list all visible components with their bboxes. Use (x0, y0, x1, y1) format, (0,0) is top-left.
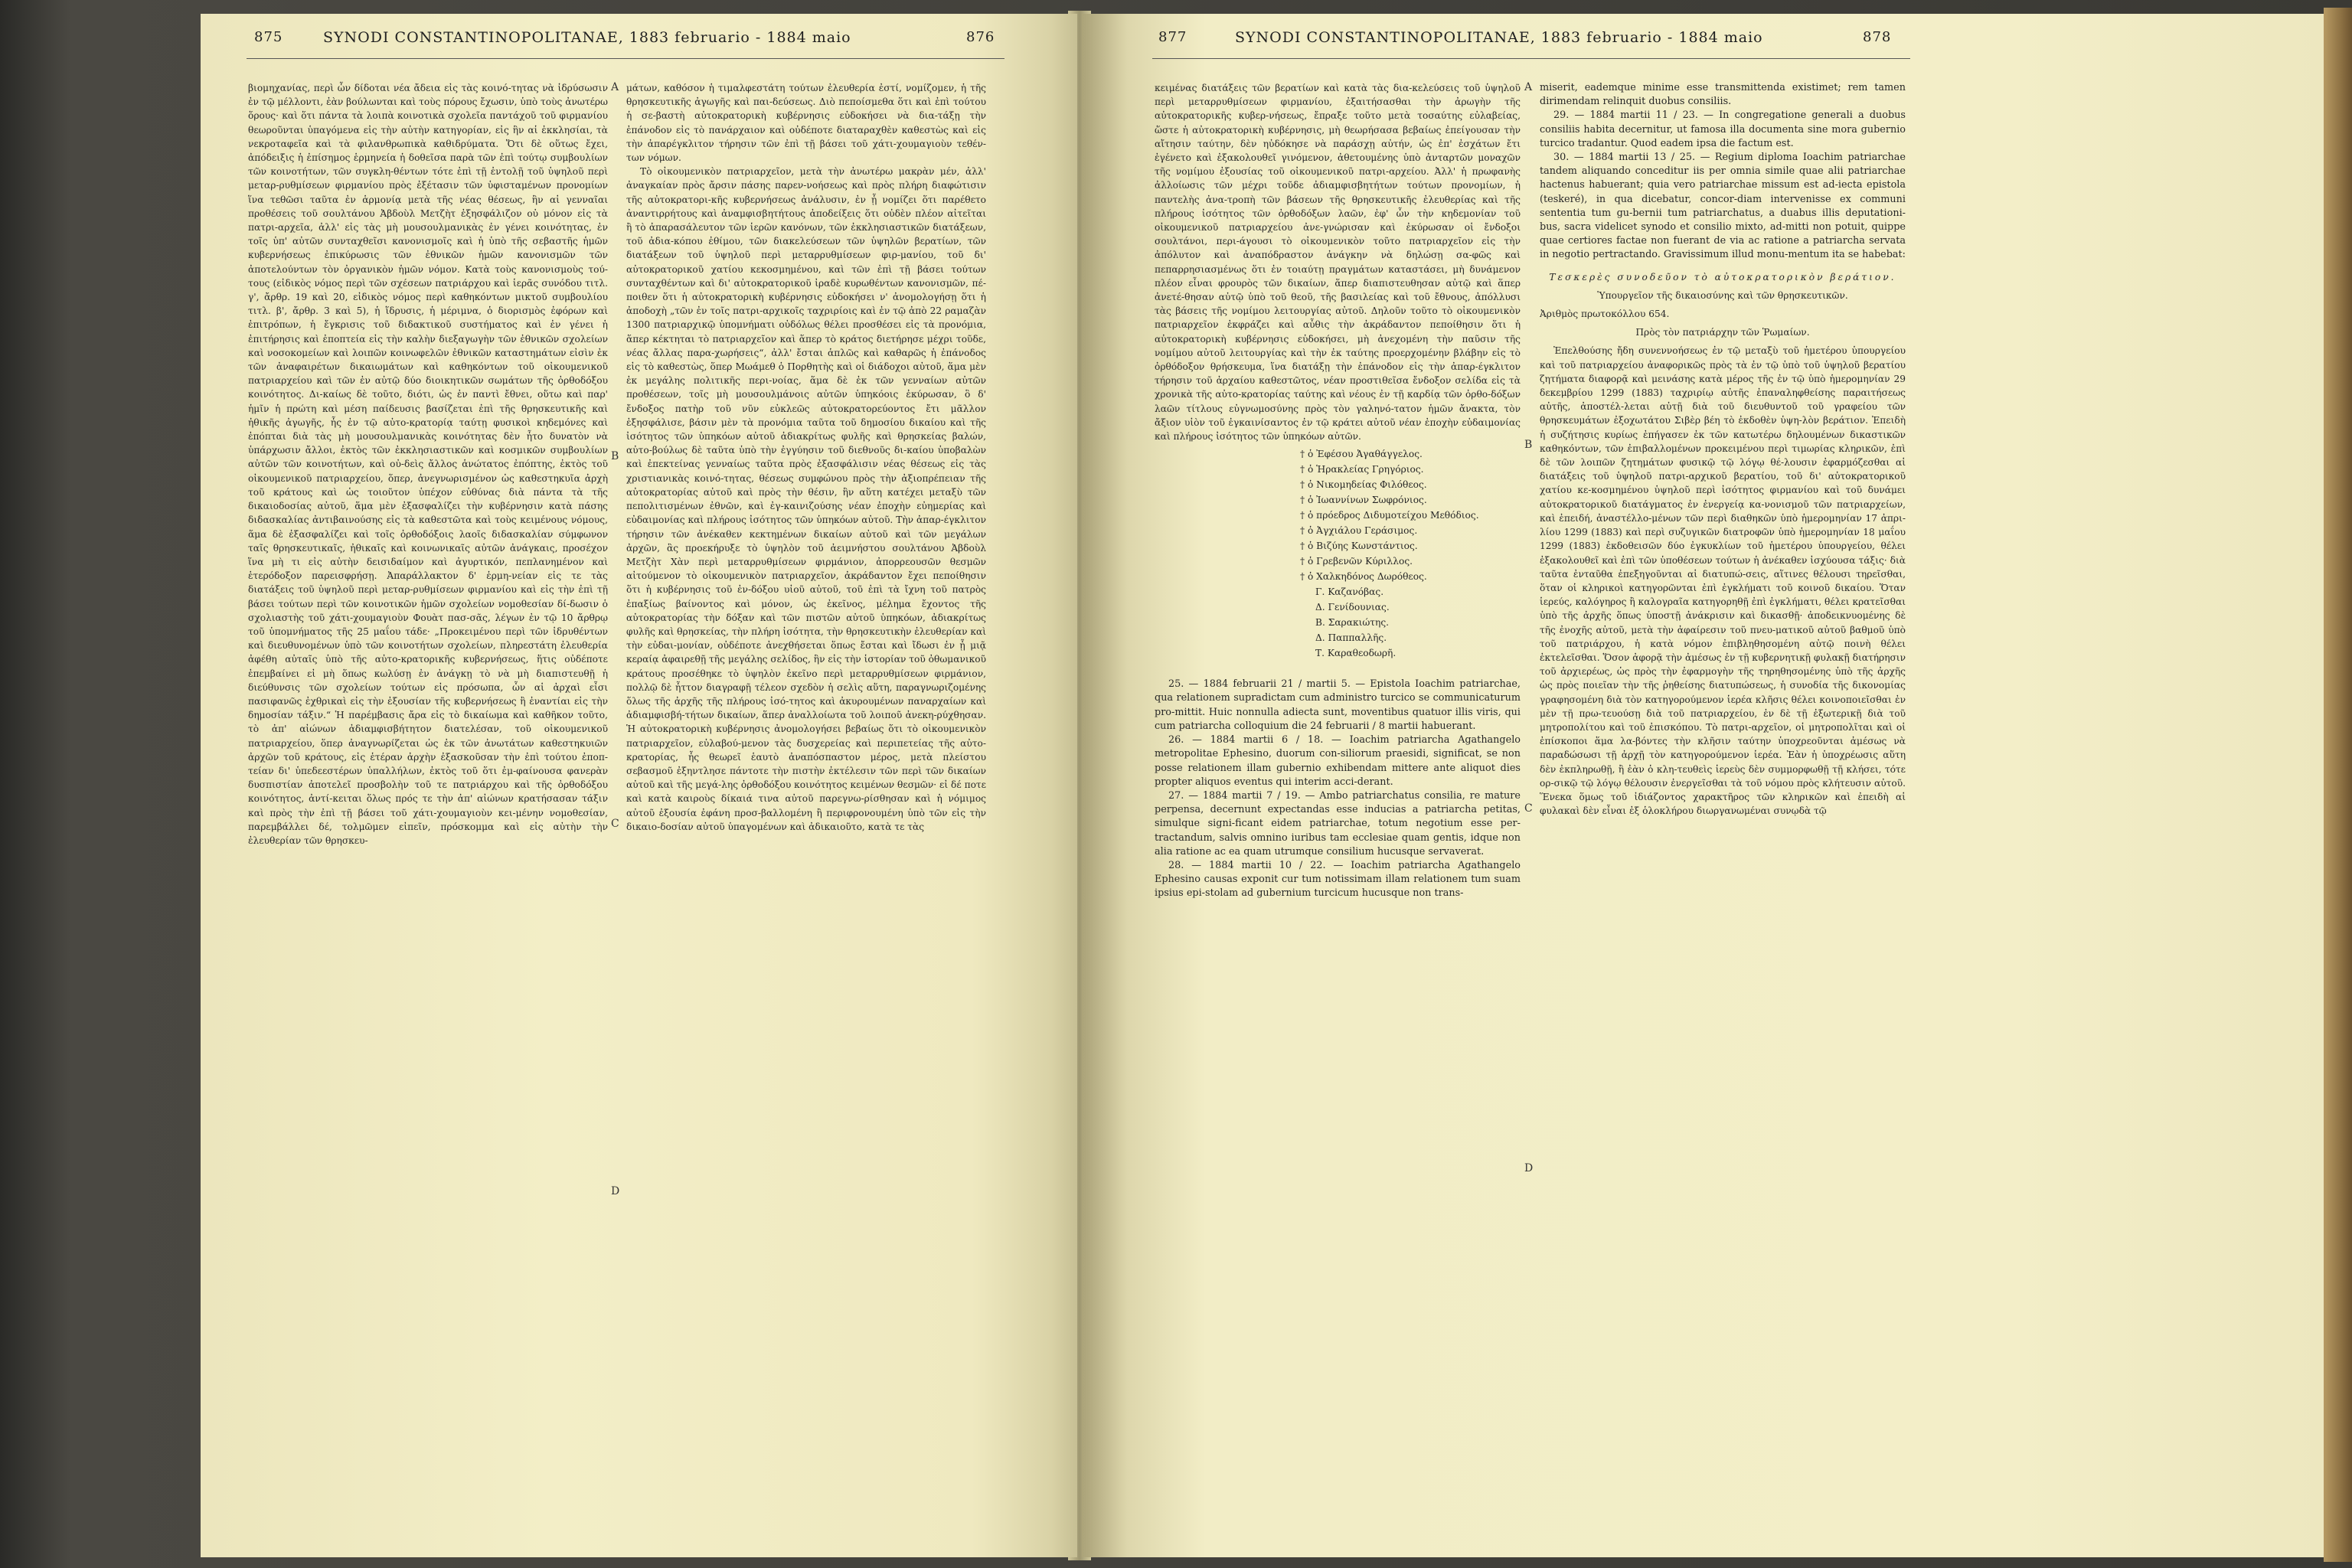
right-page-column-b (1540, 81, 1906, 1536)
ministry-line: Ὑπουργεῖον τῆς δικαιοσύνης καὶ τῶν θρησκευτικῶν. (1597, 289, 1848, 301)
signature-lay-1: Γ. Καζανόβας. (1315, 586, 1384, 598)
page-number-878: 878 (1863, 29, 1892, 45)
page-number-877: 877 (1158, 29, 1187, 45)
gutter-shadow (1082, 14, 1128, 1557)
signature-didymoteichon: † ὁ πρόεδρος Διδυμοτείχου Μεθόδιος. (1300, 510, 1479, 521)
signature-chalcedon: † ὁ Χαλκηδόνος Δωρόθεος. (1300, 571, 1427, 583)
signature-lay-5: Τ. Καραθεοδωρῆ. (1315, 648, 1396, 659)
marginal-letter-b: B (1524, 439, 1533, 451)
summary-29: 29. — 1884 martii 11 / 23. — In congregatione generali a duobus consiliis habita decernitur, ut famosa illa documenta sine mora gubernio turcico tradantur. Quod eadem ipsa die factum est. (1540, 109, 1906, 149)
column-text-2: Τὸ οἰκουμενικὸν πατριαρχεῖον, μετὰ τὴν ἀνωτέρω μακρὰν μέν, ἀλλ' ἀναγκαίαν πρὸς ἄρσιν πάσης παρεν-νοήσεως καὶ πρὸς πλήρη διαφώτισιν τῆς αὐτοκρατορι-κῆς κυβερνήσεως ἀνάλυσιν, ἐν ᾗ νομίζει ὅτι παρέθετο ἀναντιρρήτους καὶ ἀναμφισβητήτους ἀποδείξεις ὅτι οὐδὲν πλέον αἰτεῖται ἢ τὸ ἀπαρασάλευτον τῶν ἱερῶν κανόνων, τῶν ἐκκλησιαστικῶν διατάξεων, τοῦ ἀδια-κόπου ἐθίμου, τῶν διακελεύσεων τῶν ὑψηλῶν βερατίων, τῶν διατάξεων τοῦ ὑψηλοῦ περὶ μεταρρυθμίσεων φιρ-μανίου, τοῦ δι' αὐτοκρατορικοῦ χατίου κεκοσμημένου, καὶ τῶν ἐπὶ τῇ βάσει τούτων συνταχθέντων καὶ δι' αὐτοκρατορικοῦ ἰραδὲ κυρωθέντων κανονισμῶν, πέ-ποιθεν ὅτι ἡ αὐτοκρατορικὴ κυβέρνησις εὐδοκήσει ν' ἀνομολογήσῃ ὅτι ἡ ἀποδοχὴ „τῶν ἐν τοῖς πατρι-αρχικοῖς ταχριρίοις καὶ ἐν τῷ ἀπὸ 22 ραμαζὰν 1300 πατριαρχικῷ ὑπομνήματι οὐδόλως θέλει προσθέσει εἰς τὰ προνόμια, ἅπερ κέκτηται τὸ πατριαρχεῖον καὶ ἅπερ τὸ κράτος διετήρησε μέχρι τοῦδε, νέας ἄλλας παρα-χωρήσεις“, ἀλλ' ἔσται ἁπλῶς καὶ καθαρῶς ἡ ἐπάνοδος εἰς τὸ καθεστὼς, ὅπερ Μωάμεθ ὁ Πορθητὴς καὶ οἱ διάδοχοι αὐτοῦ, ἅμα μὲν ἐκ μεγάλης πολιτικῆς περι-νοίας, ἅμα δὲ ἐκ τῶν γενναίων αὐτῶν προθέσεων, τοῖς μὴ μουσουλμάνοις αὐτῶν ὑπηκόοις ἐκύρωσαν, ὃ δ' ἔνδοξος πατὴρ τοῦ νῦν εὐκλεῶς αὐτοκρατορεύοντος ἔτι μᾶλλον ἐξησφάλισε, βάσιν μὲν τὰ προνόμια ταῦτα τοῦ δημοσίου δικαίου καὶ τῆς ἰσότητος τῶν ὑπηκόων αὐτοῦ ἀδιακρίτως φυλῆς καὶ θρησκείας βαλών, αὐτο-βούλως δὲ ταῦτα ὑπὸ τὴν ἐγγύησιν τοῦ διεθνοῦς δι-καίου ὑποβαλὼν καὶ ἐπεκτείνας γενναίως ταῦτα πρὸς ἐξασφάλισιν νέας θέσεως εἰς τὰς χριστιανικὰς κοινό-τητας, θέσεως συμφώνου πρὸς τὴν ἀξιοπρέπειαν τῆς αὐτοκρατορίας αὐτοῦ καὶ πρὸς τὴν θέσιν, ἣν αὕτη κατέχει μεταξὺ τῶν πεπολιτισμένων ἐθνῶν, καὶ ἐγ-καινιζούσης νέαν ἐποχὴν εὐημερίας καὶ εὐδαιμονίας καὶ πλήρους ἰσότητος τῶν ὑπηκόων αὐτοῦ. Τὴν ἀπαρ-έγκλιτον τήρησιν τῶν ἀνέκαθεν κεκτημένων δικαίων αὐτοῦ καὶ τῶν μεγάλων ἀρχῶν, ἃς προεκήρυξε τὸ ὑψηλὸν τοῦ ἀειμνήστου σουλτάνου Ἀβδοὺλ Μετζὴτ Χὰν περὶ μεταρρυθμίσεων φιρμάνιον, ἀπορρεουσῶν θεσμῶν αἰτούμενον τὸ οἰκουμενικὸν πατριαρχεῖον, ἀκράδαντον ἔχει πεποίθησιν ὅτι ἡ κυβέρνησις τοῦ ἐν-δόξου υἱοῦ αὐτοῦ, τοῦ ἐπὶ τὰ ἴχνη τοῦ πατρὸς ἐπαξίως βαίνοντος καὶ μόνον, ὡς ἐκεῖνος, μέλημα ἔχοντος τῆς αὐτοκρατορίας τὴν δόξαν καὶ τῶν πιστῶν αὐτοῦ ὑπηκόων, ἀδιακρίτως φυλῆς καὶ θρησκείας, τὴν πλήρη ἰσότητα, τὴν θρησκευτικὴν ἐλευθερίαν καὶ τὴν εὐδαι-μονίαν, οὐδέποτε ἀνεχθήσεται ὅπως ἔσται καὶ ἴδωσι ἐν ᾗ μιᾷ κεραίᾳ ἀφαιρεθῇ τῆς μεγάλης σελίδος, ἣν εἰς τὴν ἱστορίαν τοῦ ὀθωμανικοῦ κράτους προσέθηκε τὸ ὑψηλὸν ἐκεῖνο περὶ μεταρρυθμίσεων φιρμάνιον, πολλῷ δὲ ἧττον διαγραφῇ τέλεον σχεδὸν ἡ σελὶς αὕτη, παραγνωριζομένης ὅλως τῆς ἀρχῆς τῆς πλήρους ἰσό-τητος καὶ ἀκυρουμένων παναρχαίων καὶ ἀδιαμφισβή-τήτων δικαίων, ἅπερ ἀναλλοίωτα τοῦ λοιποῦ ἀνεκη-ρύχθησαν. Ἡ αὐτοκρατορικὴ κυβέρνησις ἀνομολογήσει βεβαίως ὅτι τὸ οἰκουμενικὸν πατριαρχεῖον, εὐλαβού-μενον τὰς δυσχερείας καὶ περιπετείας τῆς αὐτο-κρατορίας, ἧς θεωρεῖ ἑαυτὸ ἀναπόσπαστον μέρος, μετὰ πλείστου σεβασμοῦ ἐξηντλησε πάντοτε τὴν πιστὴν ἐκτέλεσιν τῶν περὶ τῶν δικαίων αὐτοῦ καὶ τῆς μεγά-λης ὀρθοδόξου κοινότητος κειμένων θεσμῶν· εἰ δέ ποτε καὶ κατὰ καιροὺς δίκαιά τινα αὐτοῦ παρεγνω-ρίσθησαν καὶ ἡ νόμιμος αὐτοῦ ἐξουσία ἐφάνη προσ-βαλλομένη ἢ περιφρονουμένη ὑπὸ τῶν εἰς τὴν δικαιο-δοσίαν αὐτοῦ ὑπαγομένων καὶ ἀδικαιοῦτο, κατὰ τε τὰς (626, 166, 986, 832)
signature-grevena: † ὁ Γρεβενῶν Κύριλλος. (1300, 556, 1413, 567)
right-page (1082, 14, 2324, 1557)
right-page-column-a (1155, 81, 1521, 1536)
page-number-876: 876 (966, 29, 995, 45)
relation-text: κειμένας διατάξεις τῶν βερατίων καὶ κατὰ τὰς δια-κελεύσεις τοῦ ὑψηλοῦ περὶ μεταρρυθμίσεων φιρμανίου, ἐξαιτήσασθαι τὴν ἀρωγὴν τῆς αὐτοκρατορικῆς κυβερ-νήσεως, ἔπραξε τοῦτο μετὰ τοσαύτης εὐλαβείας, ὥστε ἡ αὐτοκρατορικὴ κυβέρνησις, μὴ θεωρήσασα βεβαίως ἐπείγουσαν τὴν αἴτησιν ταύτην, δὲν ηὐδόκησε νὰ παράσχῃ αὐτήν, ὡς ἐπ' ἐσχάτων ἔτι ἐγένετο καὶ ἐξακολουθεῖ γινόμενον, ἀθετουμένης ὑπὸ ἀνταρτῶν μοναχῶν τῆς νομίμου ἐξουσίας τοῦ οἰκουμενικοῦ πατρι-αρχείου. Ἀλλ' ἡ πρωφανὴς ἀλλοίωσις τῶν μέχρι τοῦδε ἀδιαμφισβητήτων τούτων προνομίων, ἡ παντελὴς ἀνα-τροπὴ τῶν βάσεων τῆς θρησκευτικῆς ἐλευθερίας καὶ τῆς πλήρους ἰσότητος τῶν ὀρθοδόξων λαῶν, ἐφ' ὧν τὴν κηδεμονίαν τοῦ οἰκουμενικοῦ πατριαρχείου ἀνε-γνώρισαν καὶ ἐκύρωσαν οἱ ἔνδοξοι σουλτάνοι, περι-άγουσι τὸ οἰκουμενικὸν τοῦτο πατριαρχεῖον εἰς τὴν ἀπόλυτον καὶ ἀναπόδραστον ἀνάγκην νὰ δηλώσῃ σα-φῶς καὶ πεπαρρησιασμένως ὅτι ἐν τοιαύτῃ πραγμάτων καταστάσει, μὴ δυνάμενον πλέον εἶναι φρουρὸς τῶν δικαίων, ἅπερ διαπιστευθησαν αὐτῷ καὶ ἅπερ ἀνετέ-θησαν αὐτῷ ὑπὸ τοῦ θεοῦ, τῆς βασιλείας καὶ τοῦ ἔθνους, ἀπόλλυσι τὰς βάσεις τῆς νομίμου λειτουργίας αὐτοῦ. Δηλοῦν τοῦτο τὸ οἰκουμενικὸν πατριαρχεῖον ἐκφράζει καὶ αὖθις τὴν ἀκράδαντον πεποίθησιν ὅτι ἡ αὐτοκρατορικὴ κυβέρνησις εὐδοκήσει, μὴ ἀνεχομένη τὴν παῦσιν τῆς νομίμου αὐτοῦ λειτουργίας καὶ τὴν ἐκ ταύτης προερχομένην βλάβην εἰς τὸ ὀρθόδοξον θρήσκευμα, ἵνα διατάξῃ τὴν ἐπάνοδον εἰς τὴν ἀπαρ-έγκλιτον τήρησιν τοῦ ἀρχαίου καθεστῶτος, νέαν προστιθεῖσα ἔνδοξον σελίδα εἰς τὰ χρονικὰ τῆς αὐτο-κρατορίας ταύτης καὶ νέους ἐν τῇ καρδίᾳ τῶν ὀρθο-δόξων λαῶν τίτλους εὐγνωμοσύνης πρὸς τὸν γαληνό-τατον ἡμῶν ἄνακτα, τὸν ἄξιον υἱὸν τοῦ ἐγκαινίσαντος ἐν τῷ κράτει αὐτοῦ νέαν ἐποχὴν εὐδαιμονίας καὶ πλήρους ἰσότητος τῶν ὑπηκόων αὐτῶν. (1155, 83, 1521, 443)
signature-heraclea: † ὁ Ἡρακλείας Γρηγόριος. (1300, 464, 1424, 475)
left-page-column-a (248, 81, 608, 1536)
column-text: βιομηχανίας, περὶ ὧν δίδοται νέα ἄδεια εἰς τὰς κοινό-τητας νὰ ἱδρύσωσιν ἐν τῷ μέλλοντι, ἐὰν βούλωνται καὶ τοὺς πόρους ἔχωσιν, ὑπὸ τοὺς ἀνωτέρω ὅρους· καὶ ὅτι πάντα τὰ λοιπὰ κοινοτικὰ σχολεῖα παντάχοῦ τοῦ φιρμανίου θεωροῦνται ὑπαγόμενα εἰς τὴν αὐτὴν κατηγορίαν, εἰς ἣν αἱ ἐκκλησίαι, τὰ νεκροταφεῖα καὶ τὰ φιλανθρωπικὰ καθιδρύματα. Ὅτι δὲ οὕτως ἔχει, ἀπόδειξις ἡ ἐπίσημος ἑρμηνεία ἡ δοθεῖσα παρὰ τῶν ἐπὶ τούτῳ συμβουλίων τῶν κοινοτήτων, τῶν συγκλη-θέντων τότε ἐπὶ τῇ ἐντολῇ τοῦ ὑψηλοῦ περὶ μεταρ-ρυθμίσεων φιρμανίου πρὸς ἐξέτασιν τῶν ὑφισταμένων προνομίων ἵνα τεθῶσι ταῦτα ἐν ἁρμονίᾳ μετὰ τῆς νέας θέσεως, ἣν αἱ γενναῖαι προθέσεις τοῦ σουλτάνου Ἀβδοὺλ Μετζὴτ ἐξησφάλιζον οὐ μόνον εἰς τὰ πατρι-αρχεῖα, ἀλλ' εἰς τὰς μὴ μουσουλμανικὰς ἐν γένει κοινότητας, ἐν τοῖς ὑπ' αὐτῶν συνταχθεῖσι κανονισμοῖς καὶ ἡ ὑπὸ τῆς σεβαστῆς ἡμῶν κυβερνήσεως ἐπικύρωσις τῶν ἐθνικῶν ἡμῶν κανονισμῶν τῶν ἀποτελούντων τὸν ὀργανικὸν ἡμῶν νόμον. Κατὰ τοὺς κανονισμοὺς τού-τους (εἰδικὸς νόμος περὶ τῶν σχέσεων πατριάρχου καὶ ἱερᾶς συνόδου τιτλ. γ', ἄρθρ. 19 καὶ 20, εἰδικὸς νόμος περὶ καθηκόντων μικτοῦ συμβουλίου τιτλ. β', ἄρθρ. 3 καὶ 5), ἡ ἵδρυσις, ἡ μέριμνα, ὁ διορισμὸς ἐφόρων καὶ ἐπιτρόπων, ἡ ἔγκρισις τοῦ διδακτικοῦ συστήματος καὶ ἐν γένει ἡ ἐπιτήρησις καὶ ἐποπτεία εἰς τὴν καλὴν διεξαγωγὴν τῶν ἐθνικῶν σχολείων καὶ νοσοκομείων καὶ λοιπῶν κοινωφελῶν ἐθνικῶν καταστημάτων εἰσὶν ἐκ τῶν ἀναφαιρέτων δικαιωμάτων καὶ καθηκόντων τοῦ οἰκουμενικοῦ πατριαρχείου καὶ τῶν ἐν αὐτῷ δύο διοικητικῶν σωμάτων τῆς ὀρθοδόξου κοινότητος. Δι-καίως δὲ τοῦτο, διότι, ὡς ἐν παντὶ ἔθνει, οὕτω καὶ παρ' ἡμῖν ἡ πρώτη καὶ μέση παίδευσις βασίζεται ἐπὶ τῆς θρησκευτικῆς καὶ ἠθικῆς ἀγωγῆς, ἧς ἐν τῷ αὐτο-κρατορίᾳ ταύτῃ φυσικοὶ κηδεμόνες καὶ ἐπόπται διὰ τὰς μὴ μουσουλμανικὰς κοινότητας δὲν ἦτο δυνατὸν νὰ ὑπάρχωσιν ἄλλοι, ἐκτὸς τῶν ἐκκλησιαστικῶν καὶ κοσμικῶν συμβουλίων αὐτῶν τῶν κοινοτήτων, καὶ οὐ-δεὶς ἄλλος ἁνώτατος ἐπόπτης, ἐκτὸς τοῦ οἰκουμενικοῦ πατριαρχείου, ὅπερ, ἀνεγνωρισμένον ὡς καθεστηκυῖα ἀρχὴ τοῦ κράτους καὶ ὡς τοιοῦτον ὑπέχον εὐθύνας διὰ πάντα τὰ τῆς δικαιοδοσίας αὐτοῦ, ἅμα μὲν ἐξασφαλίζει τὴν κυβέρνησιν κατὰ πάσης διδασκαλίας ἀντιβαινούσης εἰς τὰ καθεστῶτα καὶ τοὺς κειμένους νόμους, ἅμα δὲ ἐξασφαλίζει καὶ τοῖς ὀρθοδόξοις λαοῖς διδασκαλίαν σύμφωνον ταῖς θρησκευτικαῖς, ἠθικαῖς καὶ κοινωνικαῖς αὐτῶν ἀνάγκαις, προσέχον ἵνα μὴ τι εἰς αὐτὴν δεισιδαίμον καὶ ἀγυρτικόν, πεπλανημένον καὶ ἑτερόδοξον παρεισφρήσῃ. Ἀπαράλλακτον δ' ἑρμη-νείαν εἰς τε τὰς διατάξεις τοῦ ὑψηλοῦ περὶ μεταρ-ρυθμίσεων φιρμανίου καὶ εἰς τὴν ἐπὶ τῇ βάσει τούτων περὶ τῶν κοινοτικῶν ἡμῶν σχολείων νομοθεσίαν δί-δωσιν ὁ σχολιαστὴς τοῦ χάτι-χουμαγιοὺν Φουὰτ πασ-σᾶς, λέγων ἐν τῷ 10 ἄρθρῳ τοῦ ὑπομνήματος τῆς 25 μαΐου τάδε· „Προκειμένου περὶ τῶν ἱδρυθέντων καὶ διευθυνομένων ὑπὸ τῶν κοινοτήτων σχολείων, πληρεστάτη ἐλευθερία ἀφέθη αὐταῖς ὑπὸ τῆς αὐτο-κρατορικῆς κυβερνήσεως, ἥτις οὐδέποτε ἐπεμβαίνει εἰ μὴ ὅπως κωλύσῃ ἐν ἀνάγκῃ τὸ νὰ μὴ διαπιστευθῇ ἡ διεύθυνσις τῶν σχολείων τούτων εἰς πρόσωπα, ὧν αἱ ἀρχαὶ εἶσι πασιφανῶς ἐχθρικαὶ εἰς τὴν ἐξουσίαν τῆς κυβερνήσεως ἢ ἐναντίαι εἰς τὴν δημοσίαν τάξιν.“ Ἡ παρέμβασις ἄρα εἰς τὸ δικαίωμα καὶ καθῆκον τοῦτο, τὸ ἀπ' αἰώνων ἀδιαμφισβήτητον διατελέσαν, τοῦ οἰκουμενικοῦ πατριαρχείου, ὅπερ ἀναγνωρίζεται ὡς ἐκ τῶν ἀνωτάτων καθεστηκυιῶν ἀρχῶν τοῦ κράτους, εἰς ἑτέραν ἀρχὴν ἐξασκοῦσαν τὴν ἐπὶ τούτου ἐποπ-τείαν δι' ὑπεδεεστέρων ὑπαλλήλων, ἐκτὸς τοῦ ὅτι ἐμ-φαίνουσα φανερὰν δυσπιστίαν ἀποτελεῖ προσβολὴν τοῦ τε πατριάρχου καὶ τῆς ὀρθοδόξου κοινότητος, ἀντί-κειται ὅλως πρός τε τὴν ἀπ' αἰώνων κρατήσασαν τάξιν καὶ πρὸς τὴν ἐπὶ τῇ βάσει τοῦ χάτι-χουμαγιοὺν κει-μένην νομοθεσίαν, παρεμβάλλει δέ, τολμῶμεν εἰπεῖν, πρόσκομμα καὶ εἰς αὐτὴν τὴν ἐλευθερίαν τῶν θρησκευ- (248, 83, 608, 846)
protocol-number: Ἀριθμὸς πρωτοκόλλου 654. (1540, 309, 1670, 320)
marginal-letter-a: A (1524, 81, 1533, 93)
latin-summaries (1155, 678, 1521, 900)
header-rule (247, 58, 1004, 59)
signature-nicomedia: † ὁ Νικομηδείας Φιλόθεος. (1300, 479, 1427, 491)
teskere-body: Ἐπελθούσης ἤδη συνεννοήσεως ἐν τῷ μεταξὺ τοῦ ἡμετέρου ὑπουργείου καὶ τοῦ πατριαρχείου ἀναφορικῶς πρὸς τὰ ἐν τῷ ὑπὸ τοῦ ὑψηλοῦ βερατίου ζητήματα διαφορᾷ καὶ μεινάσης κατὰ μέρος τῆς ἐν τῷ ὑπὸ ἡμερομηνίαν 29 δεκεμβρίου 1299 (1883) ταχριρίῳ αὐτῆς ἐπαναληφθείσης παραιτήσεως αὐτῆς, ἀποστέλ-λεται αὐτῇ διὰ τοῦ διευθυντοῦ τοῦ γραφείου τῶν θρησκευμάτων ἐξοχωτάτου Σιβὲρ βέη τὸ ἐκδοθὲν ὑψη-λὸν βεράτιον. Ἐπειδὴ ἡ συζήτησις κυρίως ἐπήγασεν ἐκ τῶν κατωτέρω δηλουμένων δικαστικῶν καθηκόντων, τῶν ἐπιβαλλομένων προκειμένου περὶ τιμωρίας κληρικῶν, ἐπὶ δὲ τῶν λοιπῶν ζητημάτων φυσικῷ τῷ λόγῳ θέ-λουσιν ἐφαρμόζεσθαι αἱ διατάξεις τοῦ ὑψηλοῦ πατρι-αρχικοῦ βερατίου, τοῦ δι' αὐτοκρατορικοῦ χατίου κε-κοσμημένου ὑψηλοῦ περὶ ἰσότητος φιρμανίου καὶ τοῦ δυνάμει αὐτοκρατορικοῦ διατάγματος ἐν ἐνεργείᾳ κα-νονισμοῦ τῶν πατριαρχείων, καὶ ἐπειδή, ἀναστέλλο-μένων τῶν περὶ διαθηκῶν ὑπὸ ἡμερομηνίαν 17 ἀπρι-λίου 1299 (1883) καὶ περὶ συζυγικῶν διατροφῶν ὑπὸ ἡμερομηνίαν 18 μαΐου 1299 (1883) ἐκδοθεισῶν δύο ἐγκυκλίων τοῦ ἡμετέρου ὑπουργείου, θέλει ἐξακολουθεῖ καὶ ἐπὶ τῶν ὑποθέσεων τούτων ἡ ἀνέκαθεν ἰσχύουσα τάξις· διὰ ταῦτα ἐνταῦθα ἐπεξηγοῦνται αἱ διατυπώ-σεις, αἵτινες θέλουσι τηρεῖσθαι, ὅταν οἱ κληρικοὶ κατηγορῶνται ἐπὶ ἐγκλήματι τοῦ κοινοῦ δικαίου. Ὅταν ἱερεύς, καλόγηρος ἢ καλογραῖα κατηγορηθῇ ἐπὶ ἐγκλήματι, θέλει κρατεῖσθαι ὑπὸ τῆς ἀρχῆς ὅπως ὑποστῇ ἀνάκρισιν καὶ δικασθῇ· ἀποδεικνυομένης δὲ τῆς ἐνοχῆς αὐτοῦ, μετὰ τὴν ἀφαίρεσιν τοῦ πνευ-ματικοῦ αὐτοῦ βαθμοῦ ὑπὸ τοῦ πατριάρχου, ἡ κατὰ νόμον ἐπιβληθησομένη αὐτῷ ποινὴ θέλει ἐκτελεῖσθαι. Ὅσον ἀφορᾷ τὴν ἀμέσως ἐν τῇ κυβερνητικῇ φυλακῇ διατήρησιν τοῦ ἀρχιερέως, ὡς πρὸς τὴν ἐφαρμογὴν τῆς τηρηθησομένης ὑπὸ τῆς ἀρχῆς ὡς πρὸς ποιεῖαν τὴν τῆς ῥηθείσης διατυπώσεως, ἡ συνοδία τῆς δικονομίας γραφησομένη διὰ τὸν κατηγορούμενον ἱερέα κλῆσις θέλει κοινοποιεῖσθαι ἐν μὲν τῇ πρω-τευούσῃ διὰ τοῦ πατριαρχείου, ἐν δὲ τῇ ἐξωτερικῇ διὰ τοῦ μητροπολίτου καὶ τοῦ ἐπισκόπου. Τὸ πατρι-αρχεῖον, οἱ μητροπολῖται καὶ οἱ ἐπίσκοποι ἅμα λα-βόντες τὴν κλῆσιν ταύτην ὑποχρεοῦνται ἀμέσως νὰ παραδώσωσι τῇ ἀρχῇ τὸν κατηγορούμενον ἱερέα. Ἐὰν ἡ ὑποχρέωσις αὕτη δὲν ἐκπληρωθῇ, ἢ ἐὰν ὁ κλη-τευθεὶς ἱερεὺς δὲν συμμορφωθῇ τῇ κλήσει, τότε ορ-σικῷ τῷ λόγῳ θέλουσιν ἐνεργεῖσθαι τὰ τοῦ νόμου πρὸς κλήτευσιν αὐτοῦ. Ἕνεκα ὅμως τοῦ ἰδιάζοντος χαρακτῆρος τῶν κληρικῶν καὶ ἐπειδὴ αἱ φυλακαὶ δὲν εἶναι ἐξ ὁλοκλήρου διωργανωμέναι συνῳδὰ τῷ (1540, 345, 1906, 817)
marginal-letter-c: C (611, 818, 619, 830)
left-page-column-b (626, 81, 986, 1536)
teskere-heading: Τεσκερὲς συνοδεῦον τὸ αὐτοκρατορικὸν βεράτιον. (1549, 271, 1896, 283)
summary-30: 30. — 1884 martii 13 / 25. — Regium diploma Ioachim patriarchae tandem aliquando conceditur iis per omnia simile quae alii patriarchae hactenus habuerant; quia vero patriarchae missum est ad-iecta epistola (teskeré), in qua dicebatur, concor-diam intervenisse ex communi sententia tum gu-bernii tum patriarchatus, a duabus illis deputationi-bus, sacra videlicet synodo et consilio mixto, ad-mitti non potuit, quippe quae certiores factae non fuerant de via ac ratione a patriarcha servata in negotio pertractando. Gravissimum illud monu-mentum ita se habebat: (1540, 152, 1906, 261)
left-page (201, 14, 1077, 1557)
signature-ioannina: † ὁ Ἰωαννίνων Σωφρόνιος. (1300, 495, 1427, 506)
column-text-1: μάτων, καθόσον ἡ τιμαλφεστάτη τούτων ἐλευθερία ἐστί, νομίζομεν, ἡ τῆς θρησκευτικῆς ἀγωγῆς καὶ παι-δεύσεως. Διὸ πεποίσμεθα ὅτι καὶ ἐπὶ τούτου ἡ σε-βαστὴ αὐτοκρατορικὴ κυβέρνησις εὐδοκήσει νὰ δια-τάξῃ τὴν ἐπάνοδον εἰς τὸ πανάρχαιον καὶ οὐδέποτε διαταραχθὲν καθεστὼς καὶ εἰς τὴν ἀπαρέγκλιτον τήρησιν τῶν ἐπὶ τῇ βάσει τοῦ χάτι-χουμαγιοὺν τεθέν-των νόμων. (626, 83, 986, 164)
signature-lay-4: Δ. Παππαλλῆς. (1315, 632, 1387, 644)
page-number-875: 875 (254, 29, 283, 45)
summary-28: 28. — 1884 martii 10 / 22. — Ioachim patriarcha Agathangelo Ephesino causas exponit cur tum notissimam illam relationem tum suam ipsius epi-stolam ad gubernium turcicum hucusque non trans- (1155, 859, 1521, 900)
summary-26: 26. — 1884 martii 6 / 18. — Ioachim patriarcha Agathangelo metropolitae Ephesino, duorum con-siliorum praesidi, significat, se non posse relationem illam gubernio exhibendam mittere ante aliquot dies propter aliquos eventus qui interim acci-derant. (1155, 734, 1521, 788)
signature-anchialos: † ὁ Ἀγχιάλου Γεράσιμος. (1300, 525, 1418, 537)
summary-27: 27. — 1884 martii 7 / 19. — Ambo patriarchatus consilia, re mature perpensa, decernunt expectandas esse inducias a patriarcha petitas, simulque signi-ficant eidem patriarchae, totum negotium esse per-tractandum, salvis omnino iuribus tam ecclesiae quam gentis, idque non alia ratione ac ea quam utrumque consilium hucusque servaverat. (1155, 789, 1521, 858)
marginal-letter-b: B (611, 450, 619, 462)
header-rule (1152, 58, 1910, 59)
marginal-letter-d: D (1524, 1162, 1534, 1174)
running-title: SYNODI CONSTANTINOPOLITANAE, 1883 februario - 1884 maio (1235, 29, 1763, 46)
marginal-letter-c: C (1524, 802, 1533, 815)
signature-ephesus: † ὁ Ἐφέσου Ἀγαθάγγελος. (1300, 449, 1423, 460)
summary-28-continued: miserit, eademque minime esse transmittenda existimet; rem tamen dirimendam relinquit duobus consiliis. (1540, 82, 1906, 108)
signature-vizye: † ὁ Βιζύης Κωνστάντιος. (1300, 541, 1418, 552)
marginal-letter-a: A (611, 81, 619, 93)
signature-lay-3: Β. Σαρακιώτης. (1315, 617, 1390, 629)
marginal-letter-d: D (611, 1185, 620, 1197)
addressee-line: Πρὸς τὸν πατριάρχην τῶν Ῥωμαίων. (1635, 327, 1810, 338)
right-page-header (1082, 29, 2324, 52)
running-title: SYNODI CONSTANTINOPOLITANAE, 1883 februario - 1884 maio (323, 29, 851, 46)
left-page-header (201, 29, 1077, 52)
signature-list (1155, 446, 1521, 661)
signature-lay-2: Δ. Γενίδουνιας. (1315, 602, 1390, 613)
summary-25: 25. — 1884 februarii 21 / martii 5. — Epistola Ioachim patriarchae, qua relationem supradictam cum administro turcico se communicaturum pro-mittit. Huic nonnulla adiecta sunt, moventibus quatuor illis viris, qui cum patriarcha colloquium die 24 februarii / 8 martii habuerant. (1155, 678, 1521, 732)
book-cover-edge (2324, 8, 2352, 1562)
